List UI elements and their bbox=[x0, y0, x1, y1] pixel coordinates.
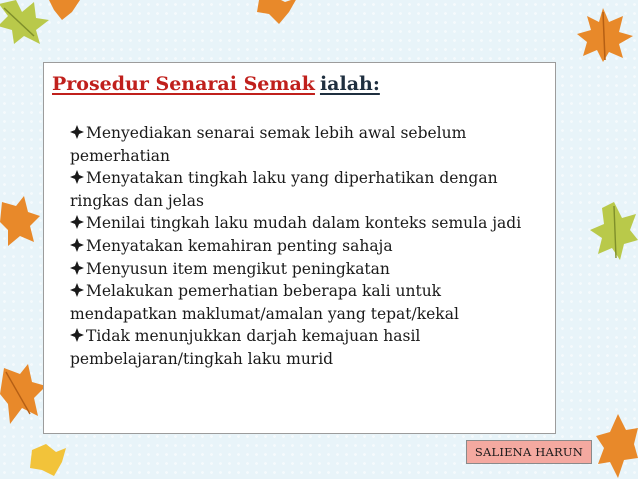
author-label: SALIENA HARUN bbox=[466, 440, 592, 464]
diamond-bullet-icon bbox=[70, 328, 84, 342]
bullet-text: Menilai tingkah laku mudah dalam konteks semula jadi bbox=[86, 214, 522, 233]
autumn-leaf-icon-bottom-left bbox=[0, 364, 46, 426]
diamond-bullet-icon bbox=[70, 125, 84, 139]
list-item bbox=[70, 122, 552, 167]
slide-heading bbox=[52, 73, 380, 95]
diamond-bullet-icon bbox=[70, 170, 84, 184]
heading-title: Prosedur Senarai Semak bbox=[52, 73, 315, 95]
diamond-bullet-icon bbox=[70, 238, 84, 252]
list-item bbox=[70, 167, 552, 212]
diamond-bullet-icon bbox=[70, 215, 84, 229]
list-item bbox=[70, 280, 552, 325]
autumn-leaf-icon-top-right bbox=[575, 4, 635, 64]
diamond-bullet-icon bbox=[70, 261, 84, 275]
bullet-text: Menyatakan tingkah laku yang diperhatikan dengan ringkas dan jelas bbox=[70, 169, 498, 210]
autumn-leaf-icon-right-middle bbox=[590, 200, 638, 264]
autumn-leaf-icon-top-left-2 bbox=[44, 0, 84, 22]
bullet-text: Menyatakan kemahiran penting sahaja bbox=[86, 236, 393, 255]
bullet-text: Menyediakan senarai semak lebih awal sebelum pemerhatian bbox=[70, 124, 467, 165]
heading-suffix: ialah: bbox=[319, 73, 380, 95]
diamond-bullet-icon bbox=[70, 283, 84, 297]
bullet-text: Menyusun item mengikut peningkatan bbox=[86, 259, 390, 278]
autumn-leaf-icon-bottom-center bbox=[28, 440, 68, 479]
content-panel bbox=[43, 62, 556, 434]
list-item bbox=[70, 258, 552, 281]
autumn-leaf-icon-top-center bbox=[255, 0, 299, 26]
list-item bbox=[70, 235, 552, 258]
bullet-text: Tidak menunjukkan darjah kemajuan hasil pembelajaran/tingkah laku murid bbox=[70, 327, 421, 368]
autumn-leaf-icon-bottom-right bbox=[596, 410, 638, 479]
bullet-text: Melakukan pemerhatian beberapa kali untuk mendapatkan maklumat/amalan yang tepat/kekal bbox=[70, 282, 459, 323]
autumn-leaf-icon-left-middle bbox=[0, 196, 40, 248]
list-item bbox=[70, 325, 552, 370]
bullet-list bbox=[70, 122, 552, 371]
list-item bbox=[70, 212, 552, 235]
